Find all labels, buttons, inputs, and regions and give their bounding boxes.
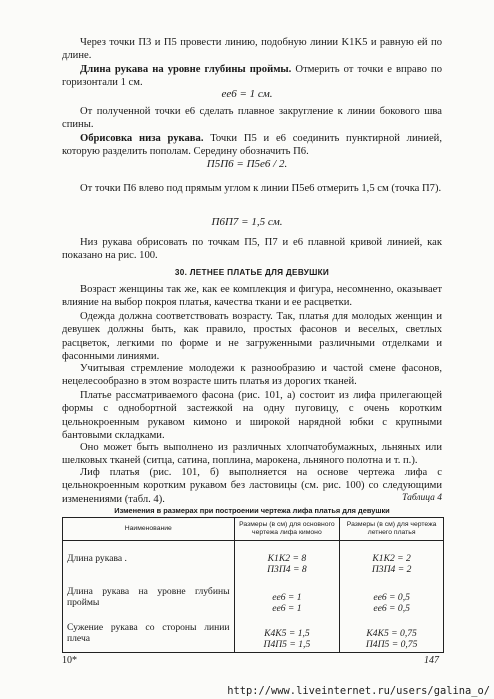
paragraph-9: Учитывая стремление молодежи к разнообразию и частой смене фасонов, нецелесообразно в этом возрасте шить платья из дорогих тканей.: [62, 363, 442, 388]
value: ее6 = 1: [272, 592, 302, 603]
row-summer-values: [340, 541, 444, 578]
value: П4П5 = 1,5: [263, 639, 311, 650]
sizes-table: [62, 517, 444, 653]
watermark-url: http://www.liveinternet.ru/users/galina_o/: [227, 685, 490, 697]
value: П3П4 = 2: [371, 564, 412, 575]
value: П4П5 = 0,75: [365, 639, 418, 650]
paragraph-7: Возраст женщины так же, как ее комплекция и фигура, несомненно, оказывает влияние на выбор покроя платья, качества ткани и ее расцветки.: [62, 284, 442, 309]
col-header-name: Наименование: [63, 518, 235, 541]
row-summer-values: [340, 577, 444, 614]
table-row: [63, 614, 444, 653]
page-number: 147: [424, 655, 439, 666]
row-base-values: [234, 541, 340, 578]
table-row: [63, 577, 444, 614]
value: ее6 = 1: [272, 603, 302, 614]
col-header-summer: Размеры (в см) для чертежа летнего платья: [340, 518, 444, 541]
value: K1K2 = 8: [267, 553, 307, 564]
table-number: Таблица 4: [402, 493, 442, 503]
signature-mark: 10*: [62, 655, 77, 666]
row-base-values: [234, 577, 340, 614]
col-header-base: Размеры (в см) для основного чертежа лифа кимоно: [234, 518, 340, 541]
paragraph-5: От точки П6 влево под прямым углом к линии П5е6 отмерить 1,5 см (точка П7).: [80, 183, 442, 194]
equation-3: П6П7 = 1,5 см.: [211, 216, 283, 228]
paragraph-4: Обрисовка низа рукава. Точки П5 и е6 соединить пунктирной линией, которую разделить пополам. Середину обозначить П6.: [62, 133, 442, 158]
paragraph-1: Через точки П3 и П5 провести линию, подобную линии K1K5 и равную ей по длине.: [62, 37, 442, 62]
paragraph-10: Платье рассматриваемого фасона (рис. 101, а) состоит из лифа прилегающей формы с однобортной застежкой на одну пуговицу, с очень коротким цельнокроенным рукавом кимоно и широкой нарядной юбки с крупными бантовыми складками.: [62, 390, 442, 442]
table-caption: Изменения в размерах при построении чертежа лифа платья для девушки: [114, 506, 390, 515]
row-summer-values: [340, 614, 444, 653]
row-name: Сужение рукава со стороны линии плеча: [63, 614, 235, 653]
paragraph-3: От полученной точки е6 сделать плавное закругление к линии бокового шва спины.: [62, 106, 442, 131]
row-base-values: [234, 614, 340, 653]
value: K1K2 = 2: [372, 553, 411, 564]
section-heading: 30. ЛЕТНЕЕ ПЛАТЬЕ ДЛЯ ДЕВУШКИ: [174, 268, 330, 277]
row-name: Длина рукава .: [63, 541, 235, 578]
table-row: [63, 541, 444, 578]
paragraph-12: Лиф платья (рис. 101, б) выполняется на основе чертежа лифа с цельнокроенным коротким рукавом без ластовицы (см. рис. 100) со следующими изменениями (табл. 4).: [62, 467, 442, 505]
table-header-row: [63, 518, 444, 541]
paragraph-8: Одежда должна соответствовать возрасту. Так, платья для молодых женщин и девушек должны быть, как правило, простых фасонов и веселых, светлых расцветок, легкими по форме и не загруженными различными отделками и фасонными линиями.: [62, 311, 442, 363]
paragraph-11: Оно может быть выполнено из различных хлопчатобумажных, льняных или шелковых тканей (ситца, сатина, поплина, марокена, льняного полотна и т. п.).: [62, 442, 442, 467]
equation-1: ее6 = 1 см.: [221, 88, 273, 100]
paragraph-2: Длина рукава на уровне глубины проймы. Отмерить от точки е вправо по горизонтали 1 см.: [62, 64, 442, 89]
value: П3П4 = 8: [267, 564, 307, 575]
value: ее6 = 0,5: [373, 603, 410, 614]
row-name: Длина рукава на уровне глубины проймы: [63, 577, 235, 614]
value: K4K5 = 0,75: [366, 628, 417, 639]
value: K4K5 = 1,5: [264, 628, 310, 639]
value: ее6 = 0,5: [373, 592, 410, 603]
paragraph-6: Низ рукава обрисовать по точкам П5, П7 и е6 плавной кривой линией, как показано на рис. 100.: [62, 237, 442, 262]
equation-2: П5П6 = П5е6 / 2.: [206, 158, 288, 170]
